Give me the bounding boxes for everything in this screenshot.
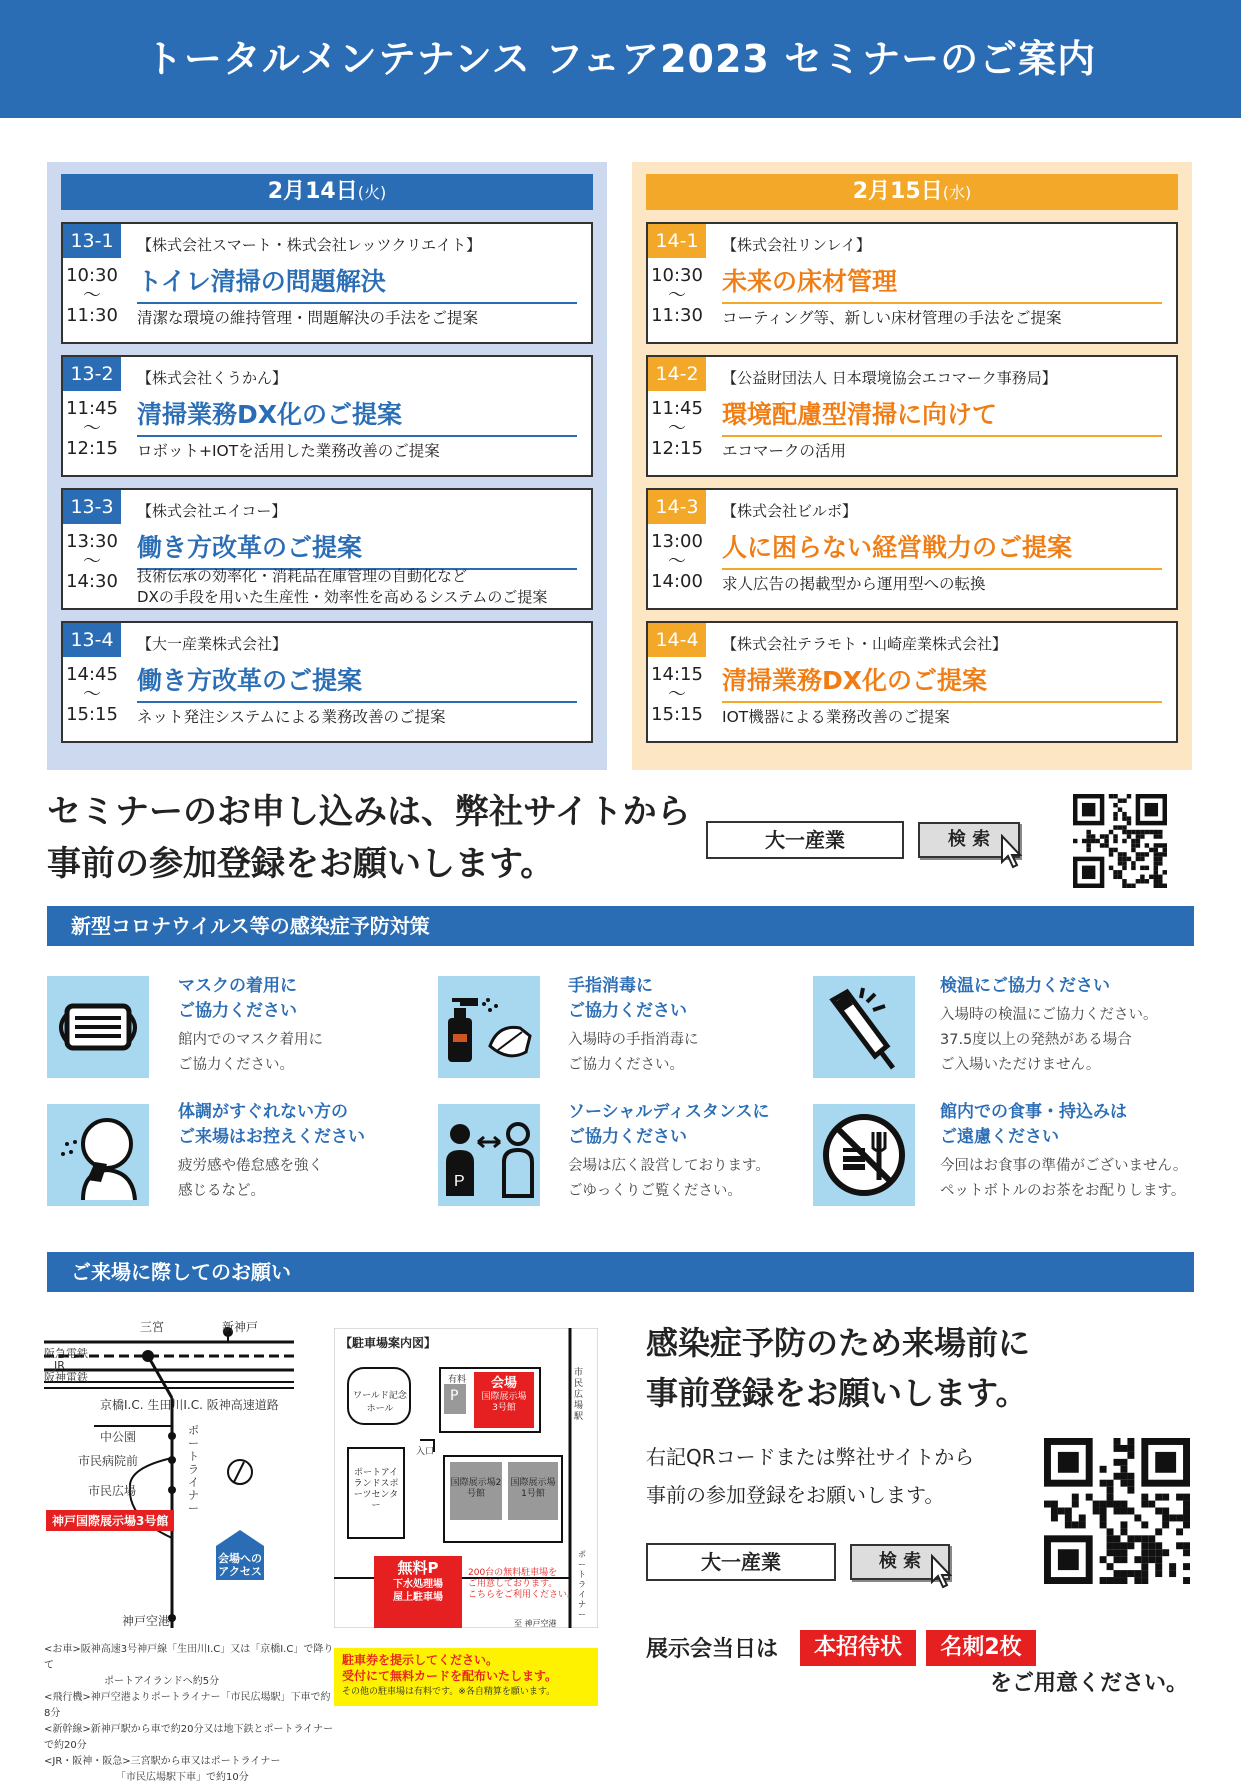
- map-label: 神戸空港: [122, 1614, 171, 1628]
- access-notes: <お車>阪神高速3号神戸線「生田川I.C」又は「京橋I.C」で降りて ポートアイランドへ約5分 <飛行機>神戸空港よりポートライナー「市民広場駅」下車で約8分 <新幹線>新神戸駅から車で約20分又は地下鉄とポートライナーで約20分 <JR・阪神・阪急>三宮駅から車又はポートライナー 「市民広場駅下車」で約10分: [44, 1644, 334, 1783]
- parking-p-icon: P: [450, 1388, 459, 1404]
- session-id: 13-2: [63, 357, 121, 391]
- session-time: 10:30 〜 11:30: [66, 265, 118, 326]
- session-card: [61, 488, 593, 610]
- session-desc: ネット発注システムによる業務改善のご提案: [137, 708, 446, 726]
- map-label: ポートアイランドスポーツセンター: [353, 1468, 399, 1511]
- map-label: 国際展示場2号館: [450, 1478, 502, 1499]
- session-desc: 求人広告の掲載型から運用型への転換: [722, 575, 986, 593]
- day2-header: [646, 174, 1178, 210]
- thermometer-icon: [813, 976, 915, 1078]
- session-desc: 清潔な環境の維持管理・問題解決の手法をご提案: [137, 309, 479, 327]
- qr-code-icon: [1044, 1438, 1190, 1584]
- day2-weekday: (水): [942, 183, 972, 202]
- covid-item: マスクの着用に ご協力ください 館内でのマスク着用に ご協力ください。: [178, 976, 323, 1073]
- map-label: 市民広場駅: [574, 1368, 584, 1422]
- covid-item: ソーシャルディスタンスに ご協力ください 会場は広く設営しております。 ごゆっくりご覧ください。: [568, 1102, 770, 1199]
- session-card: [61, 621, 593, 743]
- session-id: 14-1: [648, 224, 706, 258]
- cursor-icon: [930, 1554, 956, 1590]
- session-id: 13-4: [63, 623, 121, 657]
- session-title: 環境配慮型清掃に向けて: [722, 395, 1162, 437]
- session-company: 【株式会社くうかん】: [137, 369, 288, 387]
- session-company: 【株式会社スマート・株式会社レッツクリエイト】: [137, 236, 482, 254]
- pre-registration-text: 右記QRコードまたは弊社サイトから 事前の参加登録をお願いします。: [646, 1445, 975, 1507]
- search-input[interactable]: 大一産業: [646, 1543, 836, 1581]
- session-card: [646, 222, 1178, 344]
- session-id: 13-3: [63, 490, 121, 524]
- page-title: トータルメンテナンス フェア2023 セミナーのご案内: [0, 0, 1241, 118]
- business-card-badge: 名刺2枚: [926, 1630, 1036, 1666]
- session-id: 14-2: [648, 357, 706, 391]
- map-label: 国際展示場1号館: [510, 1478, 556, 1499]
- sanitizer-icon: [438, 976, 540, 1078]
- map-label: 市民病院前: [78, 1454, 139, 1468]
- session-id: 14-4: [648, 623, 706, 657]
- session-time: 14:45 〜 15:15: [66, 664, 118, 725]
- distance-icon: [438, 1104, 540, 1206]
- session-company: 【大一産業株式会社】: [137, 635, 288, 653]
- map-label: 入口: [416, 1447, 435, 1457]
- session-card: [61, 355, 593, 477]
- cursor-icon: [1000, 834, 1026, 870]
- map-label: 新神戸: [222, 1320, 259, 1334]
- session-time: 14:15 〜 15:15: [651, 664, 703, 725]
- free-parking-note: 200台の無料駐車場を ご用意しております。 こちらをご利用ください。: [468, 1568, 577, 1600]
- session-title: 清掃業務DX化のご提案: [137, 395, 577, 437]
- map-label: 三宮: [140, 1320, 165, 1334]
- search-button[interactable]: 検 索: [918, 822, 1020, 858]
- session-title: トイレ清掃の問題解決: [137, 262, 577, 304]
- session-title: 未来の床材管理: [722, 262, 1162, 304]
- bring-suffix: をご用意ください。: [990, 1671, 1189, 1696]
- bring-prefix: 展示会当日は: [646, 1637, 779, 1662]
- qr-code-icon: [1073, 794, 1167, 888]
- session-id: 14-3: [648, 490, 706, 524]
- parking-map-title: 【駐車場案内図】: [340, 1336, 437, 1350]
- session-desc: コーティング等、新しい床材管理の手法をご提案: [722, 309, 1062, 327]
- session-company: 【株式会社リンレイ】: [722, 236, 871, 254]
- day2-column: [632, 162, 1192, 770]
- day1-weekday: (火): [357, 183, 387, 202]
- venue-label: 会場 国際展示場 3号館: [481, 1376, 527, 1413]
- svg-text:P: P: [454, 1173, 465, 1190]
- day1-column: [47, 162, 607, 770]
- session-card: [646, 355, 1178, 477]
- session-card: [646, 621, 1178, 743]
- no-food-icon: [813, 1104, 915, 1206]
- session-title: 清掃業務DX化のご提案: [722, 661, 1162, 703]
- day1-header: [61, 174, 593, 210]
- covid-item: 体調がすぐれない方の ご来場はお控えください 疲労感や倦怠感を強く 感じるなど。: [178, 1102, 365, 1199]
- session-company: 【公益財団法人 日本環境協会エコマーク事務局】: [722, 369, 1057, 387]
- session-time: 11:45 〜 12:15: [651, 398, 703, 459]
- invitation-badge: 本招待状: [800, 1630, 916, 1666]
- session-company: 【株式会社エイコー】: [137, 502, 287, 520]
- map-label: ポートライナー: [188, 1424, 199, 1515]
- session-title: 働き方改革のご提案: [137, 661, 577, 703]
- map-label: ワールド記念ホール: [353, 1391, 407, 1414]
- map-label: 京橋I.C. 生田川I.C. 阪神高速道路: [100, 1398, 279, 1412]
- session-desc: エコマークの活用: [722, 442, 847, 460]
- session-company: 【株式会社テラモト・山崎産業株式会社】: [722, 635, 1008, 653]
- session-desc: ロボット+IOTを活用した業務改善のご提案: [137, 442, 440, 460]
- session-card: [61, 222, 593, 344]
- session-id: 13-1: [63, 224, 121, 258]
- search-button[interactable]: 検 索: [850, 1544, 950, 1580]
- parking-map: [334, 1328, 598, 1740]
- session-time: 13:00 〜 14:00: [651, 531, 703, 592]
- map-label: 至 神戸空港: [514, 1619, 557, 1628]
- pre-registration-heading: 感染症予防のため来場前に 事前登録をお願いします。: [646, 1324, 1031, 1412]
- session-card: [646, 488, 1178, 610]
- visit-section-header: ご来場に際してのお願い: [47, 1252, 1194, 1292]
- registration-message: セミナーのお申し込みは、弊社サイトから 事前の参加登録をお願いします。: [47, 792, 691, 884]
- access-badge: 会場への アクセス: [218, 1552, 262, 1578]
- session-desc: 技術伝承の効率化・消耗品在庫管理の自動化など DXの手段を用いた生産性・効率性を高めるシステムのご提案: [137, 567, 548, 606]
- covid-item: 手指消毒に ご協力ください 入場時の手指消毒に ご協力ください。: [568, 976, 699, 1073]
- map-label: 有料: [448, 1375, 467, 1385]
- map-label: 市民広場: [88, 1484, 137, 1498]
- covid-item: 検温にご協力ください 入場時の検温にご協力ください。 37.5度以上の発熱がある場合 ご入場いただけません。: [940, 976, 1158, 1073]
- session-title: 人に困らない経営戦力のご提案: [722, 528, 1162, 570]
- parking-notice: 駐車券を提示してください。 受付にて無料カードを配布いたします。 その他の駐車場は有料です。※各自精算を願います。: [334, 1648, 598, 1706]
- day1-date: 2月14日: [267, 179, 358, 204]
- search-input[interactable]: 大一産業: [706, 821, 904, 859]
- covid-item: 館内での食事・持込みは ご遠慮ください 今回はお食事の準備がございません。 ペットボトルのお茶をお配りします。: [940, 1102, 1188, 1199]
- route-map: 阪急電鉄 JR 阪神電鉄 三宮 新神戸 京橋I.C. 生田川I.C. 阪神高速道路 中公園 市民病院前 市民広場 ポートライナー 神戸国際展示場3号館 神戸空港 会場への アクセス <お車>阪神高速3号神戸線「生田川I.C」又は「京橋I.C」で降りて ポートアイランドへ約5分 <飛行機>神戸空港よりポートライナー「市民広場駅」下車で約8分 <新幹線>新神戸駅から車で約20分又は地下鉄とポートライナーで約20分 <JR・阪神・阪急>三宮駅から車又はポートライナー 「市民広場駅下車」で約10分: [44, 1318, 334, 1738]
- session-title: 働き方改革のご提案: [137, 528, 577, 570]
- session-company: 【株式会社ビルボ】: [722, 502, 858, 520]
- session-time: 10:30 〜 11:30: [651, 265, 703, 326]
- venue-label: 神戸国際展示場3号館: [46, 1510, 174, 1531]
- map-label: 阪急電鉄: [44, 1347, 88, 1360]
- free-parking-label: 無料P 下水処理場 屋上駐車場: [393, 1559, 443, 1603]
- map-label: ポートライナー: [578, 1550, 586, 1619]
- session-desc: IOT機器による業務改善のご提案: [722, 708, 950, 726]
- map-label: 中公園: [100, 1430, 137, 1444]
- sick-person-icon: [47, 1104, 149, 1206]
- mask-icon: [47, 976, 149, 1078]
- session-time: 13:30 〜 14:30: [66, 531, 118, 592]
- day2-date: 2月15日: [852, 179, 943, 204]
- covid-section-header: 新型コロナウイルス等の感染症予防対策: [47, 906, 1194, 946]
- session-time: 11:45 〜 12:15: [66, 398, 118, 459]
